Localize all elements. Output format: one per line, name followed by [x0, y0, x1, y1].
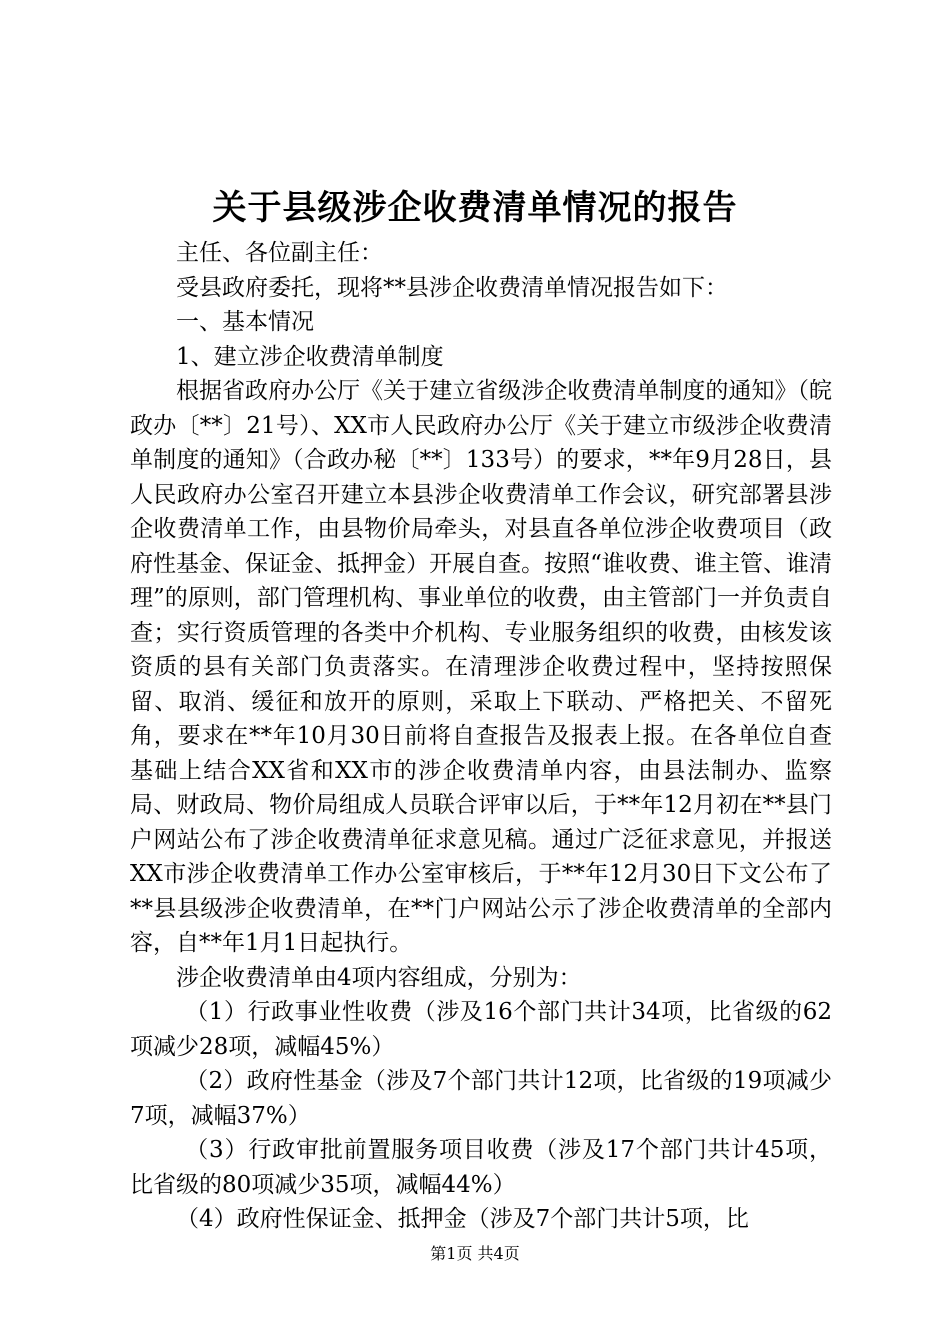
list-item: （1）行政事业性收费（涉及16个部门共计34项，比省级的62项减少28项，减幅45%）	[130, 999, 832, 1060]
list-item: （4）政府性保证金、抵押金（涉及7个部门共计5项，比	[176, 1206, 749, 1232]
intro-paragraph: 受县政府委托，现将**县涉企收费清单情况报告如下：	[176, 274, 728, 301]
page-footer: 第1页 共4页	[430, 1244, 520, 1263]
list-item: （2）政府性基金（涉及7个部门共计12项，比省级的19项减少7项，减幅37%）	[130, 1068, 832, 1129]
list-intro: 涉企收费清单由4项内容组成，分别为：	[176, 964, 582, 991]
section-heading: 一、基本情况	[176, 309, 314, 335]
body-paragraph: 根据省政府办公厅《关于建立省级涉企收费清单制度的通知》（皖政办〔**〕21号）、XX市人民政府办公厅《关于建立市级涉企收费清单制度的通知》（合政办秘〔**〕133号）的要求，**年9月28日，县人民政府办公室召开建立本县涉企收费清单工作会议，研究部署县涉企收费清单工作，由县物价局牵头，对县直各单位涉企收费项目（政府性基金、保证金、抵押金）开展自查。按照“谁收费、谁主管、谁清理”的原则，部门管理机构、事业单位的收费，由主管部门一并负责自查；实行资质管理的各类中介机构、专业服务组织的收费，由核发该资质的县有关部门负责落实。在清理涉企收费过程中，坚持按照保留、取消、缓征和放开的原则，采取上下联动、严格把关、不留死角，要求在**年10月30日前将自查报告及报表上报。在各单位自查基础上结合XX省和XX市的涉企收费清单内容，由县法制办、监察局、财政局、物价局组成人员联合评审以后，于**年12月初在**县门户网站公布了涉企收费清单征求意见稿。通过广泛征求意见，并报送XX市涉企收费清单工作办公室审核后，于**年12月30日下文公布了**县县级涉企收费清单，在**门户网站公示了涉企收费清单的全部内容，自**年1月1日起执行。	[130, 378, 832, 956]
document-body	[130, 236, 832, 1237]
salutation: 主任、各位副主任：	[176, 240, 383, 266]
subsection-heading: 1、建立涉企收费清单制度	[176, 343, 444, 370]
list-item: （3）行政审批前置服务项目收费（涉及17个部门共计45项，比省级的80项减少35项，减幅44%）	[130, 1137, 832, 1198]
document-title: 关于县级涉企收费清单情况的报告	[212, 188, 738, 228]
